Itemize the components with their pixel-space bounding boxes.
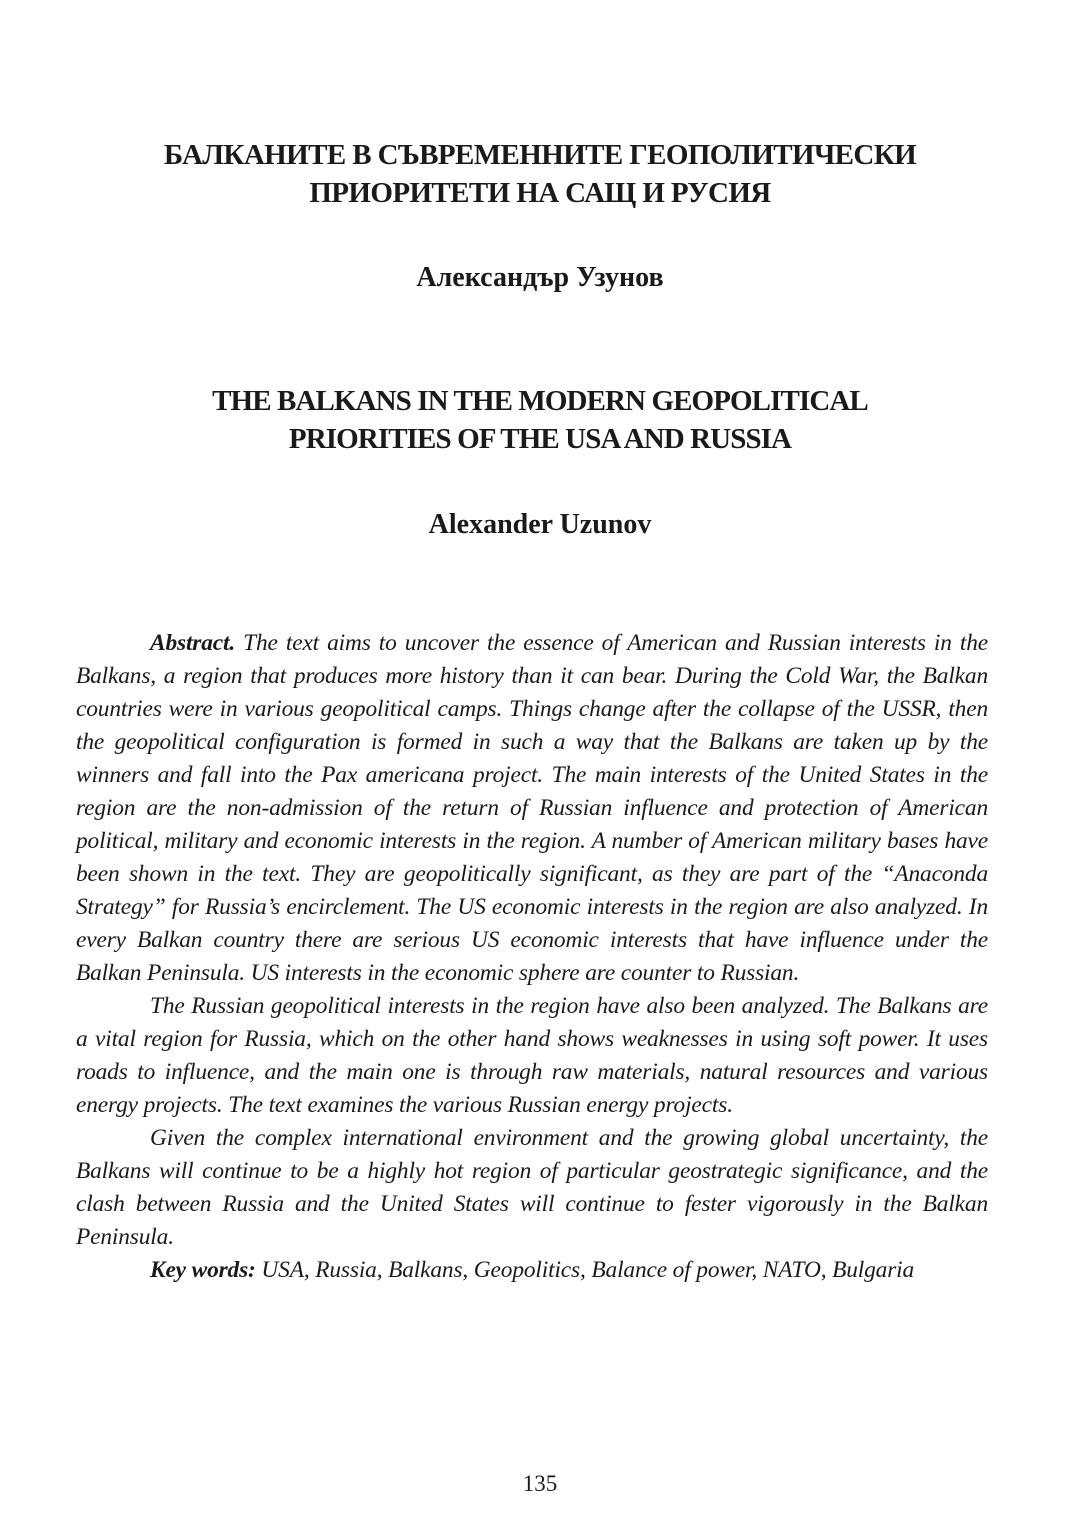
keywords [76, 1254, 988, 1287]
title-english [60, 382, 1020, 458]
author-english: Alexander Uzunov [428, 509, 652, 540]
abstract [76, 627, 988, 1287]
title-english-line1: THE BALKANS IN THE MODERN GEOPOLITICAL [212, 385, 868, 417]
abstract-paragraph-3: Given the complex international environment and the growing global uncertainty, the Balkans will continue to be a highly hot region of particular geostrategic significance, and the clash between Russia and the United States will continue to fester vigorously in the Balkan Peninsula. [76, 1125, 988, 1250]
abstract-paragraph-1 [76, 627, 988, 990]
title-bulgarian-line1: БАЛКАНИТЕ В СЪВРЕМЕННИТЕ ГЕОПОЛИТИЧЕСКИ [163, 139, 917, 171]
abstract-label: Abstract. [150, 630, 236, 656]
title-bulgarian-line2: ПРИОРИТЕТИ НА САЩ И РУСИЯ [309, 177, 771, 209]
page-number: 135 [522, 1471, 558, 1496]
keywords-label: Key words: [150, 1257, 256, 1283]
author-bulgarian: Александър Узунов [416, 262, 664, 293]
keywords-text: USA, Russia, Balkans, Geopolitics, Balance of power, NATO, Bulgaria [261, 1257, 915, 1283]
abstract-paragraph-1-text: The text aims to uncover the essence of American and Russian interests in the Balkans, a region that produces more history than it can bear. During the Cold War, the Balkan countries were in various geopolitical camps. Things change after the collapse of the USSR, then the geopolitical configuration is formed in such a way that the Balkans are taken up by the winners and fall into the Pax americana project. The main interests of the United States in the region are the non-admission of the return of Russian influence and protection of American political, military and economic interests in the region. A number of American military bases have been shown in the text. They are geopolitically significant, as they are part of the “Anaconda Strategy” for Russia’s encirclement. The US economic interests in the region are also analyzed. In every Balkan country there are serious US economic interests that have influence under the Balkan Peninsula. US interests in the economic sphere are counter to Russian. [76, 630, 989, 986]
title-bulgarian [60, 136, 1020, 212]
abstract-paragraph-2: The Russian geopolitical interests in the region have also been analyzed. The Balkans are a vital region for Russia, which on the other hand shows weaknesses in using soft power. It uses roads to influence, and the main one is through raw materials, natural resources and various energy projects. The text examines the various Russian energy projects. [76, 993, 988, 1118]
title-english-line2: PRIORITIES OF THE USA AND RUSSIA [288, 423, 792, 455]
